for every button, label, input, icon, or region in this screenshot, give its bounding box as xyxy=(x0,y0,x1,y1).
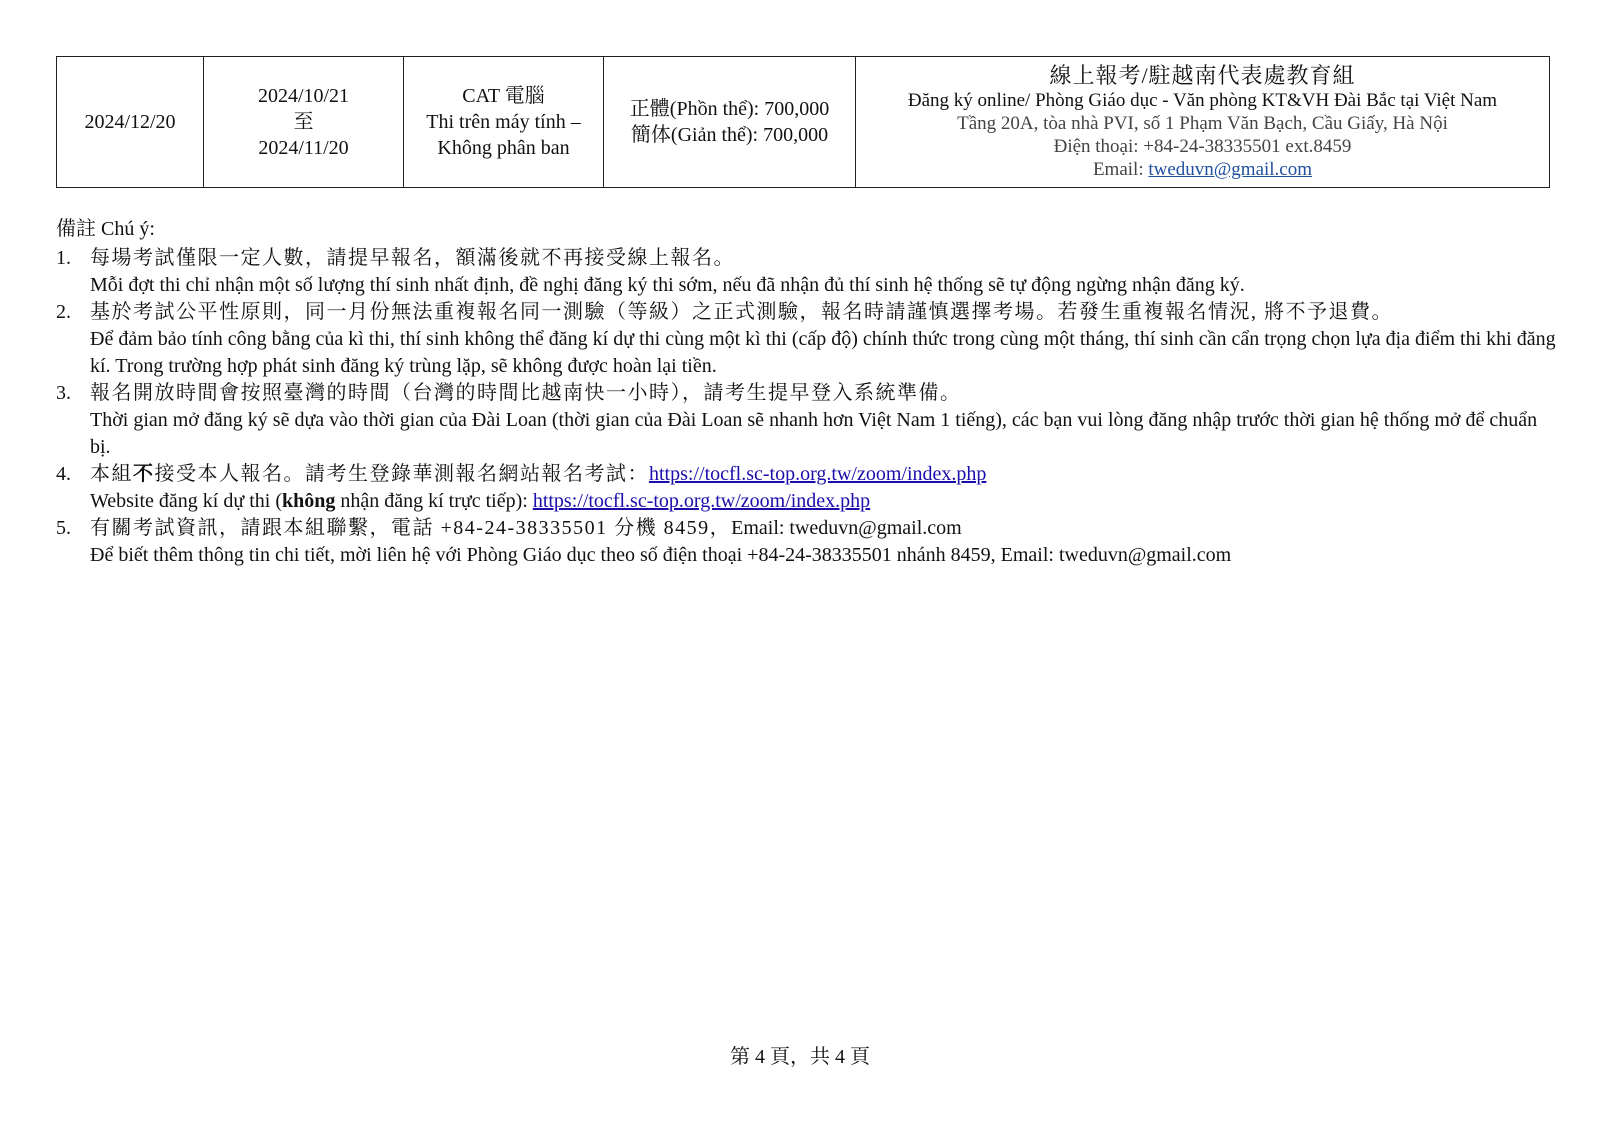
note-zh-part-a: 本組 xyxy=(90,463,133,485)
note-number: 5. xyxy=(56,517,71,539)
note-item-1 xyxy=(56,245,1556,299)
contact-email-link[interactable]: tweduvn@gmail.com xyxy=(1148,159,1313,180)
note-zh-part-b: 接受本人報名。請考生登錄華測報名網站報名考試： xyxy=(154,463,649,485)
contact-email-label: Email: xyxy=(1092,159,1149,180)
note-zh-text: 報名開放時間會按照臺灣的時間（台灣的時間比越南快一小時），請考生提早登入系統準備。 xyxy=(90,382,962,404)
note-vi-text: Mỗi đợt thi chỉ nhận một số lượng thí sinh nhất định, đề nghị đăng ký thi sớm, nếu đã nhận đủ thí sinh hệ thống sẽ tự động ngừng nhận đăng ký. xyxy=(90,274,1245,296)
contact-cell xyxy=(856,57,1550,188)
registration-end: 2024/11/20 xyxy=(258,137,349,159)
note-item-3 xyxy=(56,380,1556,461)
note-zh-email: Email: tweduvn@gmail.com xyxy=(731,517,962,539)
notes-section xyxy=(56,216,1556,569)
exam-date: 2024/12/20 xyxy=(84,111,176,133)
registration-site-link-vi[interactable]: https://tocfl.sc-top.org.tw/zoom/index.php xyxy=(532,490,871,512)
note-number: 2. xyxy=(56,301,71,323)
exam-mode-vi-1: Thi trên máy tính – xyxy=(426,111,581,133)
registration-separator: 至 xyxy=(293,111,314,133)
note-vi-bold: không xyxy=(281,490,336,512)
contact-title: 線上報考/駐越南代表處教育組 xyxy=(1049,63,1356,88)
note-zh-text xyxy=(90,461,1556,488)
exam-mode-zh: CAT 電腦 xyxy=(462,85,545,107)
note-number: 1. xyxy=(56,247,71,269)
note-number: 3. xyxy=(56,382,71,404)
note-vi-part-b: nhận đăng kí trực tiếp): xyxy=(335,490,533,512)
note-item-2 xyxy=(56,299,1556,380)
fee-simplified: 簡体(Giản thể): 700,000 xyxy=(630,124,829,146)
note-vi-text: Để biết thêm thông tin chi tiết, mời liên hệ với Phòng Giáo dục theo số điện thoại +84-24-38335501 nhánh 8459, Email: tweduvn@gmail.com xyxy=(90,544,1232,566)
note-zh-bold: 不 xyxy=(133,463,155,485)
page-number: 第 4 頁，共 4 頁 xyxy=(730,1046,870,1068)
fee-traditional: 正體(Phồn thể): 700,000 xyxy=(629,98,830,120)
registration-period-cell xyxy=(204,57,404,188)
notes-title: 備註 Chú ý: xyxy=(56,218,155,240)
note-vi-part-a: Website đăng kí dự thi ( xyxy=(90,490,282,512)
note-number: 4. xyxy=(56,463,71,485)
note-vi-text: Thời gian mở đăng ký sẽ dựa vào thời gian của Đài Loan (thời gian của Đài Loan sẽ nhanh hơn Việt Nam 1 tiếng), các bạn vui lòng đăng nhập trước thời gian hệ thống mở để chuẩn bị. xyxy=(90,409,1538,458)
exam-mode-vi-2: Không phân ban xyxy=(437,137,570,159)
note-zh-text xyxy=(90,515,1556,542)
exam-mode-cell xyxy=(404,57,604,188)
note-zh-contact: 有關考試資訊，請跟本組聯繫，電話 +84-24-38335501 分機 8459， xyxy=(90,517,732,539)
contact-email-line xyxy=(860,158,1545,181)
note-zh-text: 基於考試公平性原則，同一月份無法重複報名同一測驗（等級）之正式測驗，報名時請謹慎選擇考場。若發生重複報名情況, 將不予退費。 xyxy=(90,301,1393,323)
contact-address: Tầng 20A, tòa nhà PVI, số 1 Phạm Văn Bạch, Cầu Giấy, Hà Nội xyxy=(957,113,1448,134)
note-vi-text: Để đảm bảo tính công bằng của kì thi, thí sinh không thể đăng kí dự thi cùng một kì thi (cấp độ) chính thức trong cùng một tháng, thí sinh cần cẩn trọng chọn lựa địa điểm thi khi đăng kí. Trong trường hợp phát sinh đăng ký trùng lặp, sẽ không được hoàn lại tiền. xyxy=(90,328,1556,377)
note-item-4 xyxy=(56,461,1556,515)
table-row xyxy=(57,57,1550,188)
note-vi-text xyxy=(90,488,1556,515)
registration-start: 2024/10/21 xyxy=(257,85,350,107)
exam-fee-cell xyxy=(604,57,856,188)
contact-phone: Điện thoại: +84-24-38335501 ext.8459 xyxy=(1053,136,1352,157)
registration-site-link[interactable]: https://tocfl.sc-top.org.tw/zoom/index.php xyxy=(649,463,987,485)
exam-date-cell xyxy=(57,57,204,188)
note-zh-text: 每場考試僅限一定人數，請提早報名，額滿後就不再接受線上報名。 xyxy=(90,247,735,269)
contact-office: Đăng ký online/ Phòng Giáo dục - Văn phòng KT&VH Đài Bắc tại Việt Nam xyxy=(907,90,1498,111)
exam-schedule-table xyxy=(56,56,1550,188)
page-footer xyxy=(0,1040,1600,1069)
note-item-5 xyxy=(56,515,1556,569)
